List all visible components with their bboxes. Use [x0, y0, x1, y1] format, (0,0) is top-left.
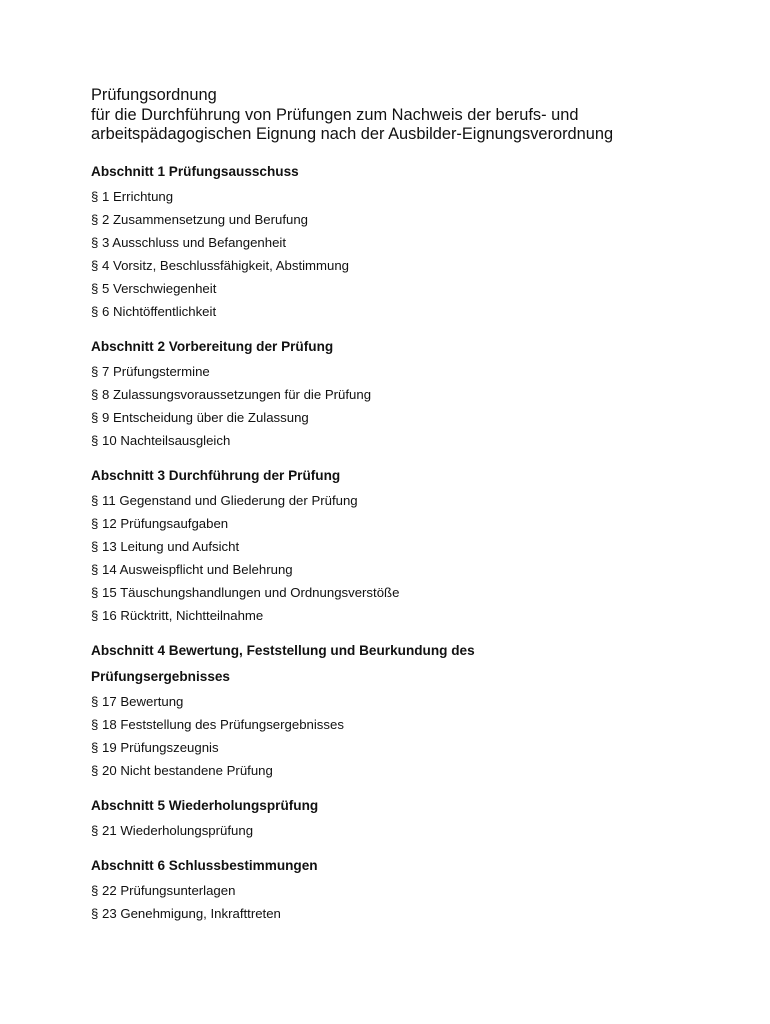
section-item: § 6 Nichtöffentlichkeit [91, 303, 217, 319]
section-heading-line: Abschnitt 1 Prüfungsausschuss [91, 163, 299, 179]
section-item: § 21 Wiederholungsprüfung [91, 822, 254, 838]
section-heading [91, 463, 731, 489]
section-item: § 7 Prüfungstermine [91, 363, 210, 379]
section-item: § 15 Täuschungshandlungen und Ordnungsverstöße [91, 584, 400, 600]
section-item: § 8 Zulassungsvoraussetzungen für die Prüfung [91, 386, 372, 402]
section-heading-line: Abschnitt 2 Vorbereitung der Prüfung [91, 338, 334, 354]
document-page [91, 86, 731, 925]
document-title [91, 86, 731, 145]
section-item: § 17 Bewertung [91, 693, 184, 709]
section-heading-line: Abschnitt 3 Durchführung der Prüfung [91, 467, 341, 483]
section-5 [91, 793, 731, 842]
section-item: § 18 Feststellung des Prüfungsergebnisses [91, 716, 344, 732]
document-subtitle-line: arbeitspädagogischen Eignung nach der Ausbilder-Eignungsverordnung [91, 125, 614, 143]
section-item: § 14 Ausweispflicht und Belehrung [91, 561, 293, 577]
document-title-line: Prüfungsordnung [91, 86, 217, 104]
section-3 [91, 463, 731, 627]
section-item: § 2 Zusammensetzung und Berufung [91, 211, 308, 227]
section-item: § 9 Entscheidung über die Zulassung [91, 409, 309, 425]
section-item: § 16 Rücktritt, Nichtteilnahme [91, 607, 264, 623]
section-item: § 5 Verschwiegenheit [91, 280, 217, 296]
section-item: § 13 Leitung und Aufsicht [91, 538, 240, 554]
section-heading-line: Abschnitt 5 Wiederholungsprüfung [91, 797, 319, 813]
section-heading [91, 853, 731, 879]
section-item: § 3 Ausschluss und Befangenheit [91, 234, 287, 250]
section-item: § 1 Errichtung [91, 188, 174, 204]
section-item: § 23 Genehmigung, Inkrafttreten [91, 905, 281, 921]
section-item: § 22 Prüfungsunterlagen [91, 882, 236, 898]
section-item: § 19 Prüfungszeugnis [91, 739, 219, 755]
section-heading-line: Prüfungsergebnisses [91, 668, 230, 684]
section-heading [91, 159, 731, 185]
section-item: § 10 Nachteilsausgleich [91, 432, 231, 448]
section-2 [91, 334, 731, 452]
section-item: § 20 Nicht bestandene Prüfung [91, 762, 273, 778]
table-of-contents [91, 159, 731, 925]
section-heading-line: Abschnitt 6 Schlussbestimmungen [91, 857, 318, 873]
section-heading [91, 638, 731, 690]
section-heading [91, 793, 731, 819]
document-subtitle-line: für die Durchführung von Prüfungen zum Nachweis der berufs- und [91, 105, 579, 124]
section-6 [91, 853, 731, 925]
section-1 [91, 159, 731, 323]
section-4 [91, 638, 731, 782]
section-heading [91, 334, 731, 360]
section-item: § 4 Vorsitz, Beschlussfähigkeit, Abstimmung [91, 257, 350, 273]
section-item: § 12 Prüfungsaufgaben [91, 515, 229, 531]
section-heading-line: Abschnitt 4 Bewertung, Feststellung und Beurkundung des [91, 642, 475, 658]
section-item: § 11 Gegenstand und Gliederung der Prüfung [91, 492, 358, 508]
